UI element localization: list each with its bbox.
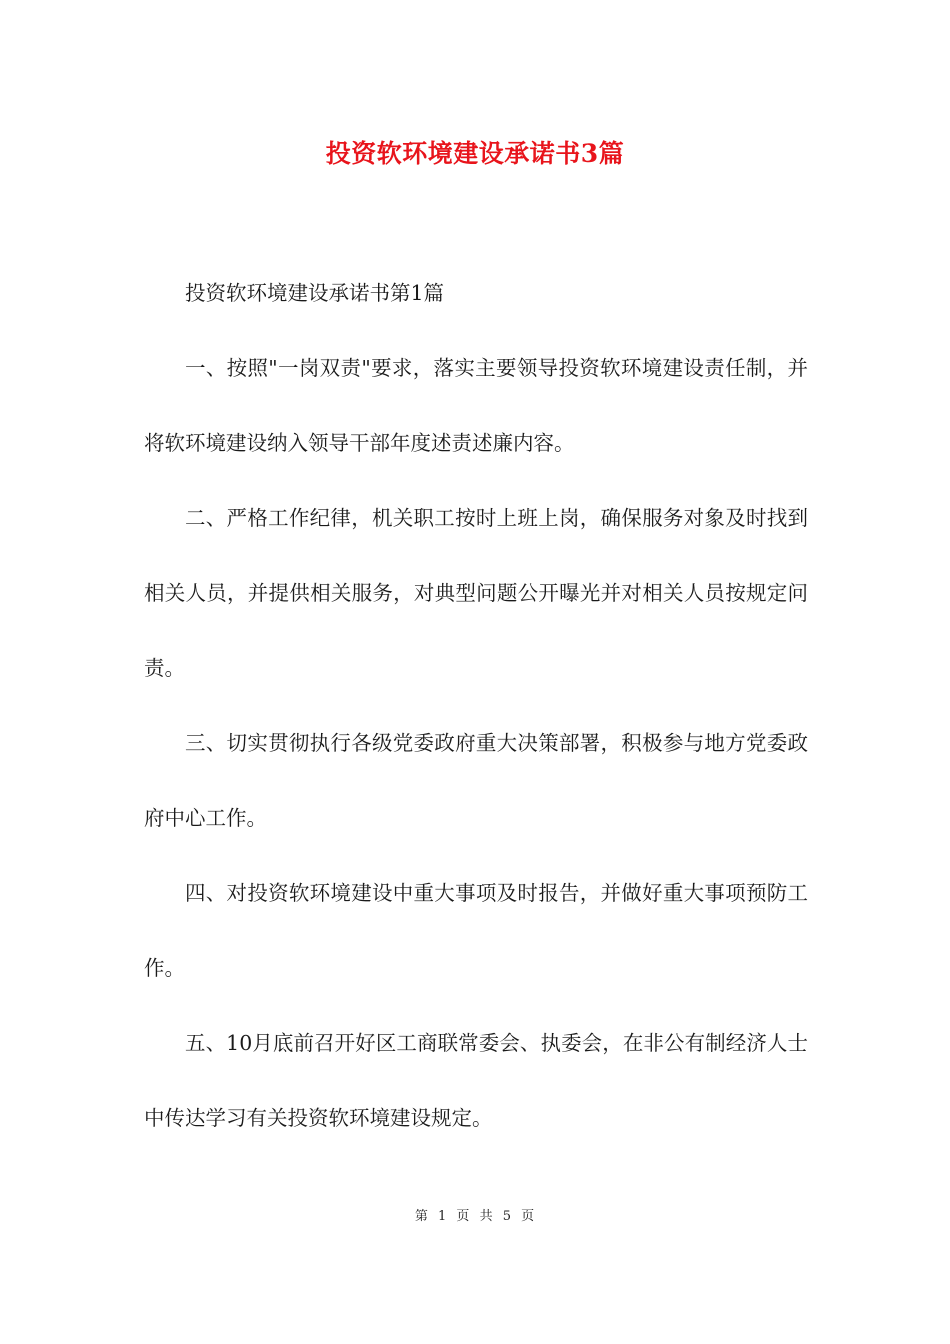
document-title: 投资软环境建设承诺书3篇 [325,139,625,168]
paragraph-5: 五、10月底前召开好区工商联常委会、执委会，在非公有制经济人士中传达学习有关投资软环境建设规定。 [144,1031,808,1130]
paragraph-3: 三、切实贯彻执行各级党委政府重大决策部署，积极参与地方党委政府中心工作。 [144,731,808,830]
page-footer [0,1205,950,1229]
footer-prefix: 第 [414,1209,429,1224]
footer-suffix: 页 [521,1209,536,1224]
footer-total-word: 共 [479,1209,494,1224]
footer-current-page: 1 [437,1209,448,1224]
paragraph-2: 二、严格工作纪律，机关职工按时上班上岗，确保服务对象及时找到相关人员，并提供相关服务，对典型问题公开曝光并对相关人员按规定问责。 [144,506,808,680]
section-heading: 投资软环境建设承诺书第1篇 [185,281,445,305]
paragraph-1: 一、按照"一岗双责"要求，落实主要领导投资软环境建设责任制，并将软环境建设纳入领导干部年度述责述廉内容。 [144,356,808,455]
document-body [144,256,808,1156]
footer-page-word: 页 [456,1209,471,1224]
footer-total-pages: 5 [502,1209,512,1224]
paragraph-4: 四、对投资软环境建设中重大事项及时报告，并做好重大事项预防工作。 [144,881,808,980]
